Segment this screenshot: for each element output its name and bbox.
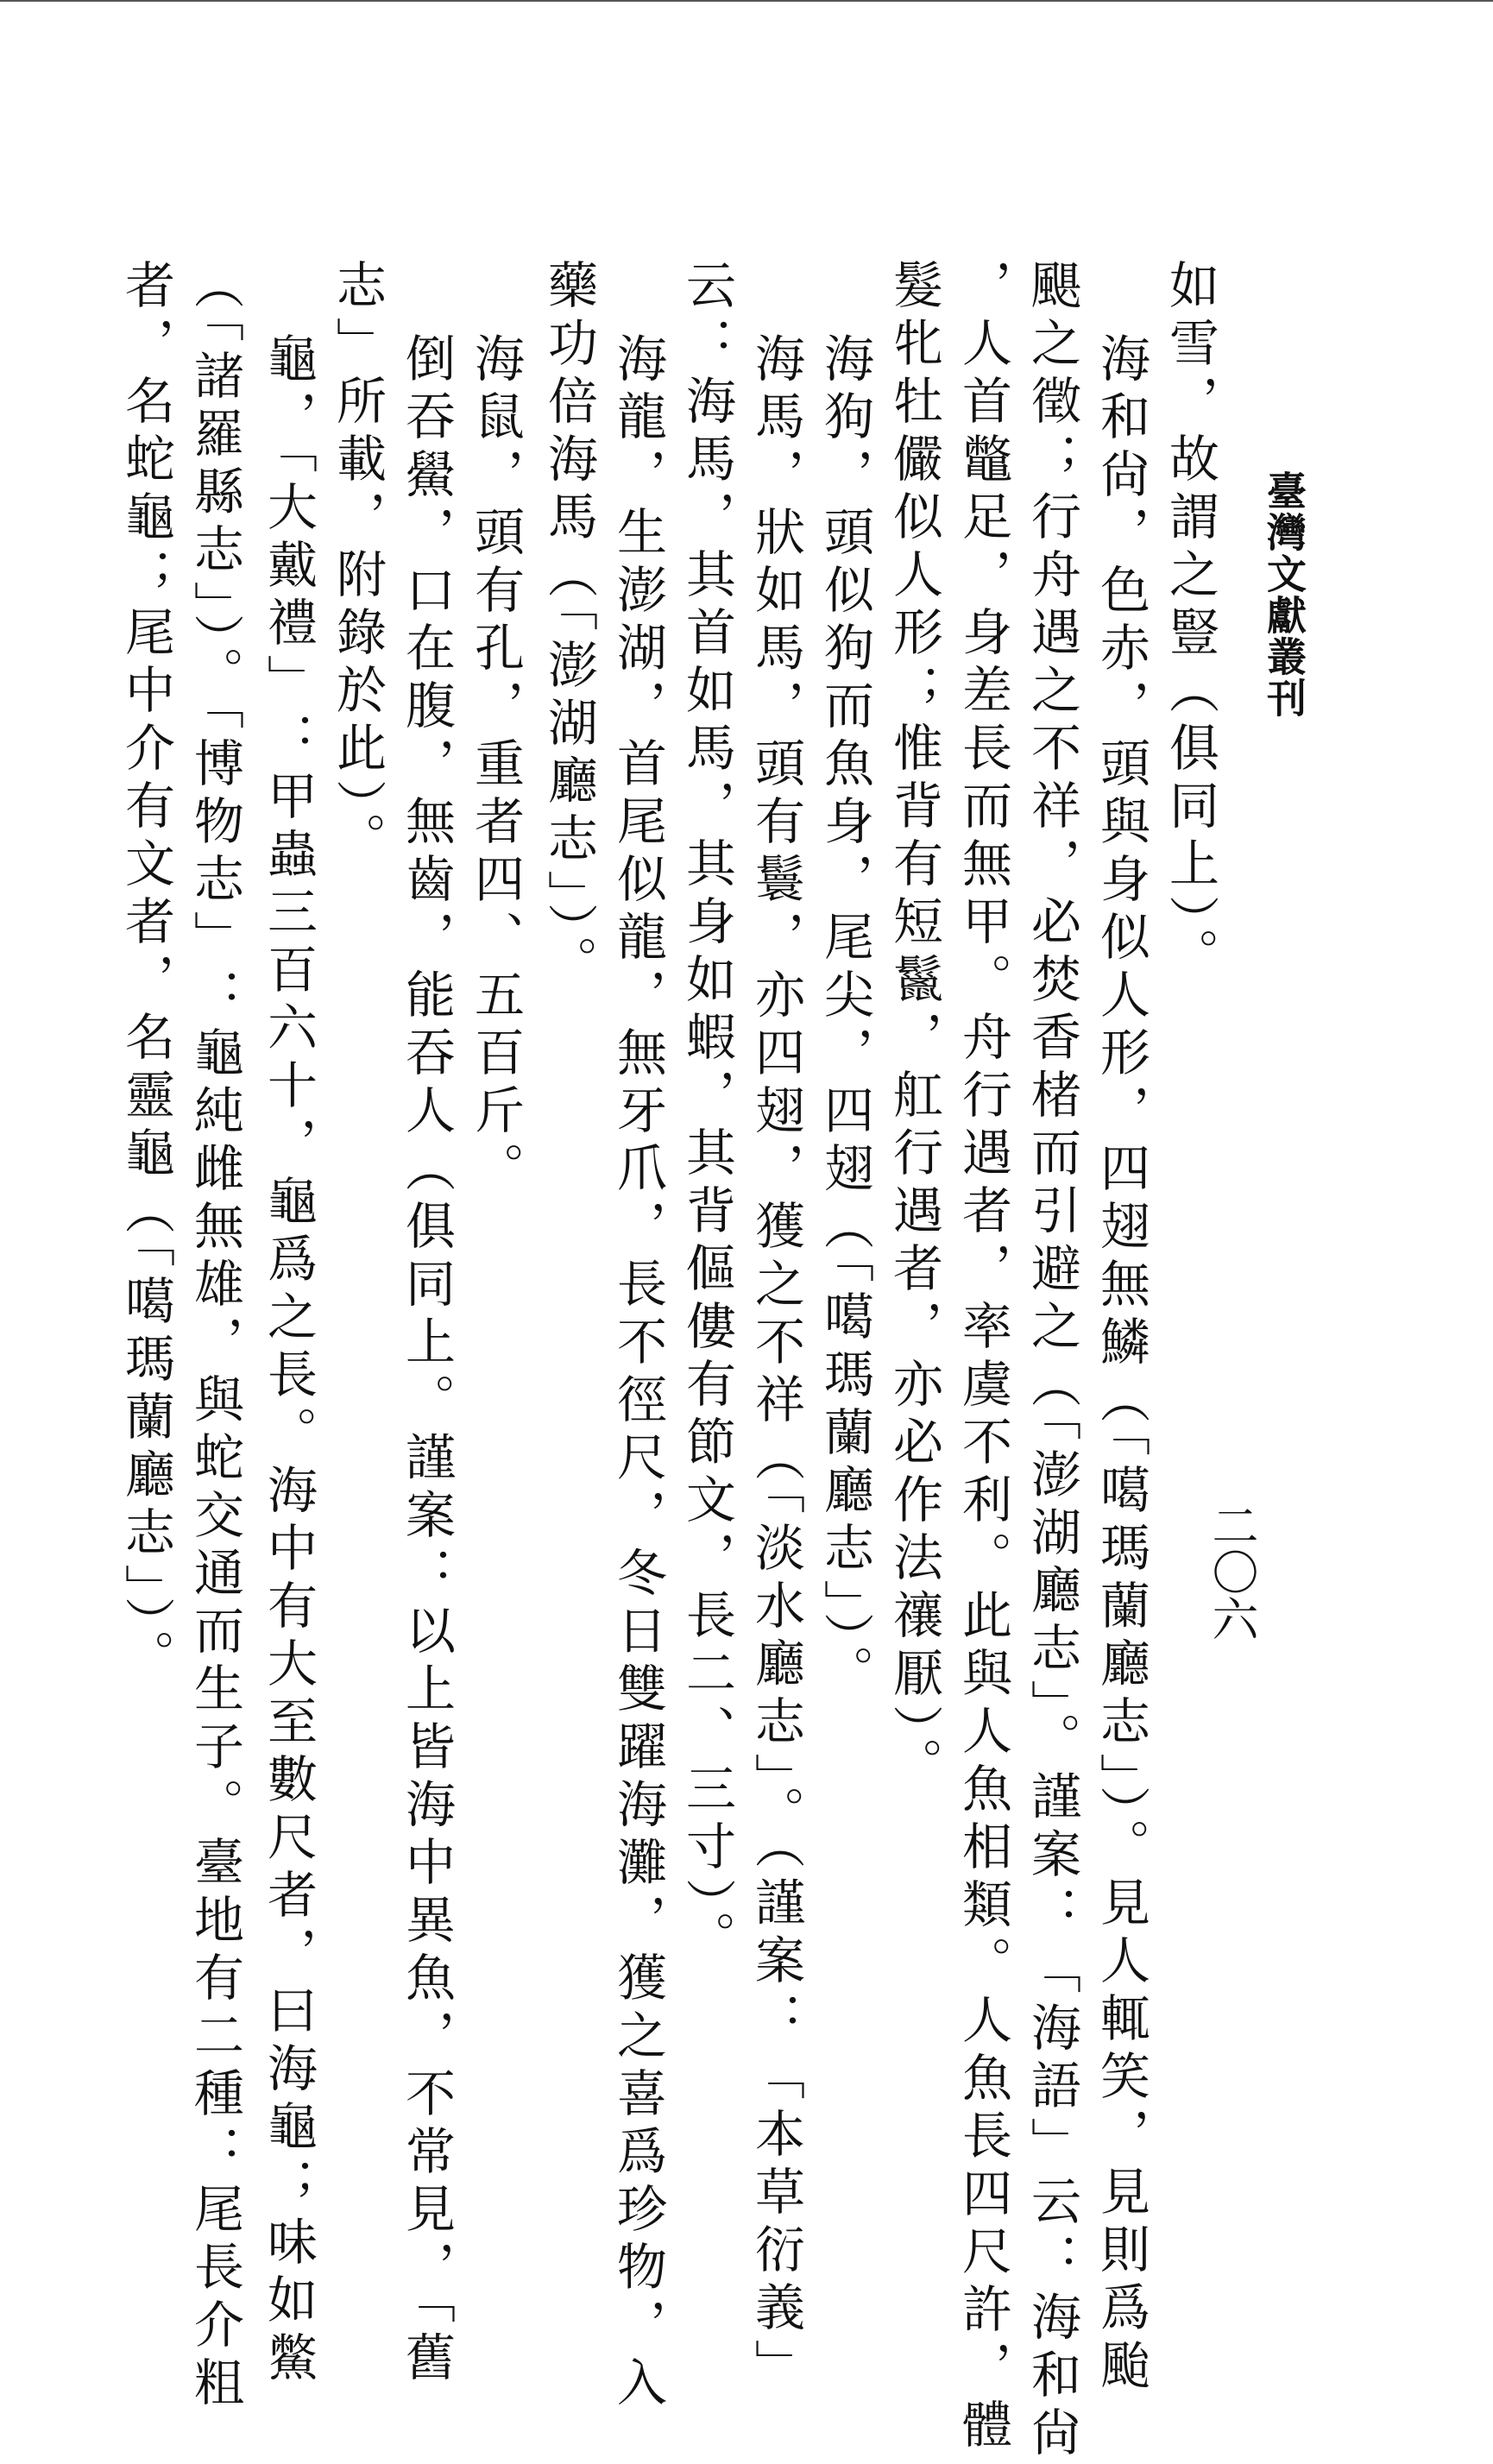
- text-column: 如雪，故謂之豎（俱同上）。: [1161, 259, 1219, 986]
- text-column: 海龍，生澎湖，首尾似龍，無牙爪，長不徑尺，冬日雙躍海灘，獲之喜爲珍物，入: [608, 332, 667, 2414]
- text-column: 海鼠，頭有孔，重者四、五百斤。: [466, 332, 525, 1200]
- text-column: 云：海馬，其首如馬，其身如蝦，其背傴僂有節文，長二、三寸）。: [677, 259, 736, 1969]
- text-column: （「諸羅縣志」）。「博物志」：龜純雌無雄，與蛇交通而生子。臺地有二種：尾長介粗: [186, 259, 244, 2414]
- text-column: 者，名蛇龜；尾中介有文者，名靈龜（「噶瑪蘭廳志」）。: [117, 259, 175, 1687]
- text-column: 海狗，頭似狗而魚身，尾尖，四翅（「噶瑪蘭廳志」）。: [816, 332, 874, 1703]
- top-border-line: [0, 0, 1493, 2]
- running-header-title: 臺灣文獻叢刊: [1261, 470, 1307, 719]
- text-column: 海馬，狀如馬，頭有鬟，亦四翅，獲之不祥（「淡水廳志」。（謹案：「本草衍義」: [746, 332, 805, 2397]
- text-column: 海和尙，色赤，頭與身似人形，四翅無鱗（「噶瑪蘭廳志」）。見人輒笑，見則爲颱: [1092, 332, 1150, 2397]
- text-column: 藥功倍海馬（「澎湖廳志」）。: [539, 259, 598, 993]
- text-column: 颶之徵；行舟遇之不祥，必焚香楮而引避之（「澎湖廳志」。謹案：「海語」云：海和尙: [1023, 259, 1081, 2464]
- text-column: 髮牝牡儼似人形；惟背有短鬣，舡行遇者，亦必作法禳厭）。: [885, 259, 943, 1795]
- text-column: ，人首鼈足，身差長而無甲。舟行遇者，率虞不利。此與人魚相類。人魚長四尺許，體: [954, 259, 1012, 2456]
- page-number: 二〇六: [1205, 1502, 1259, 1642]
- text-column: 龜，「大戴禮」：甲蟲三百六十，龜爲之長。海中有大至數尺者，曰海龜；味如鱉: [259, 332, 318, 2389]
- text-column: 志」所載，附錄於此）。: [328, 259, 387, 870]
- text-column: 倒吞鱟，口在腹，無齒，能吞人（俱同上。謹案：以上皆海中異魚，不常見，「舊: [397, 332, 456, 2389]
